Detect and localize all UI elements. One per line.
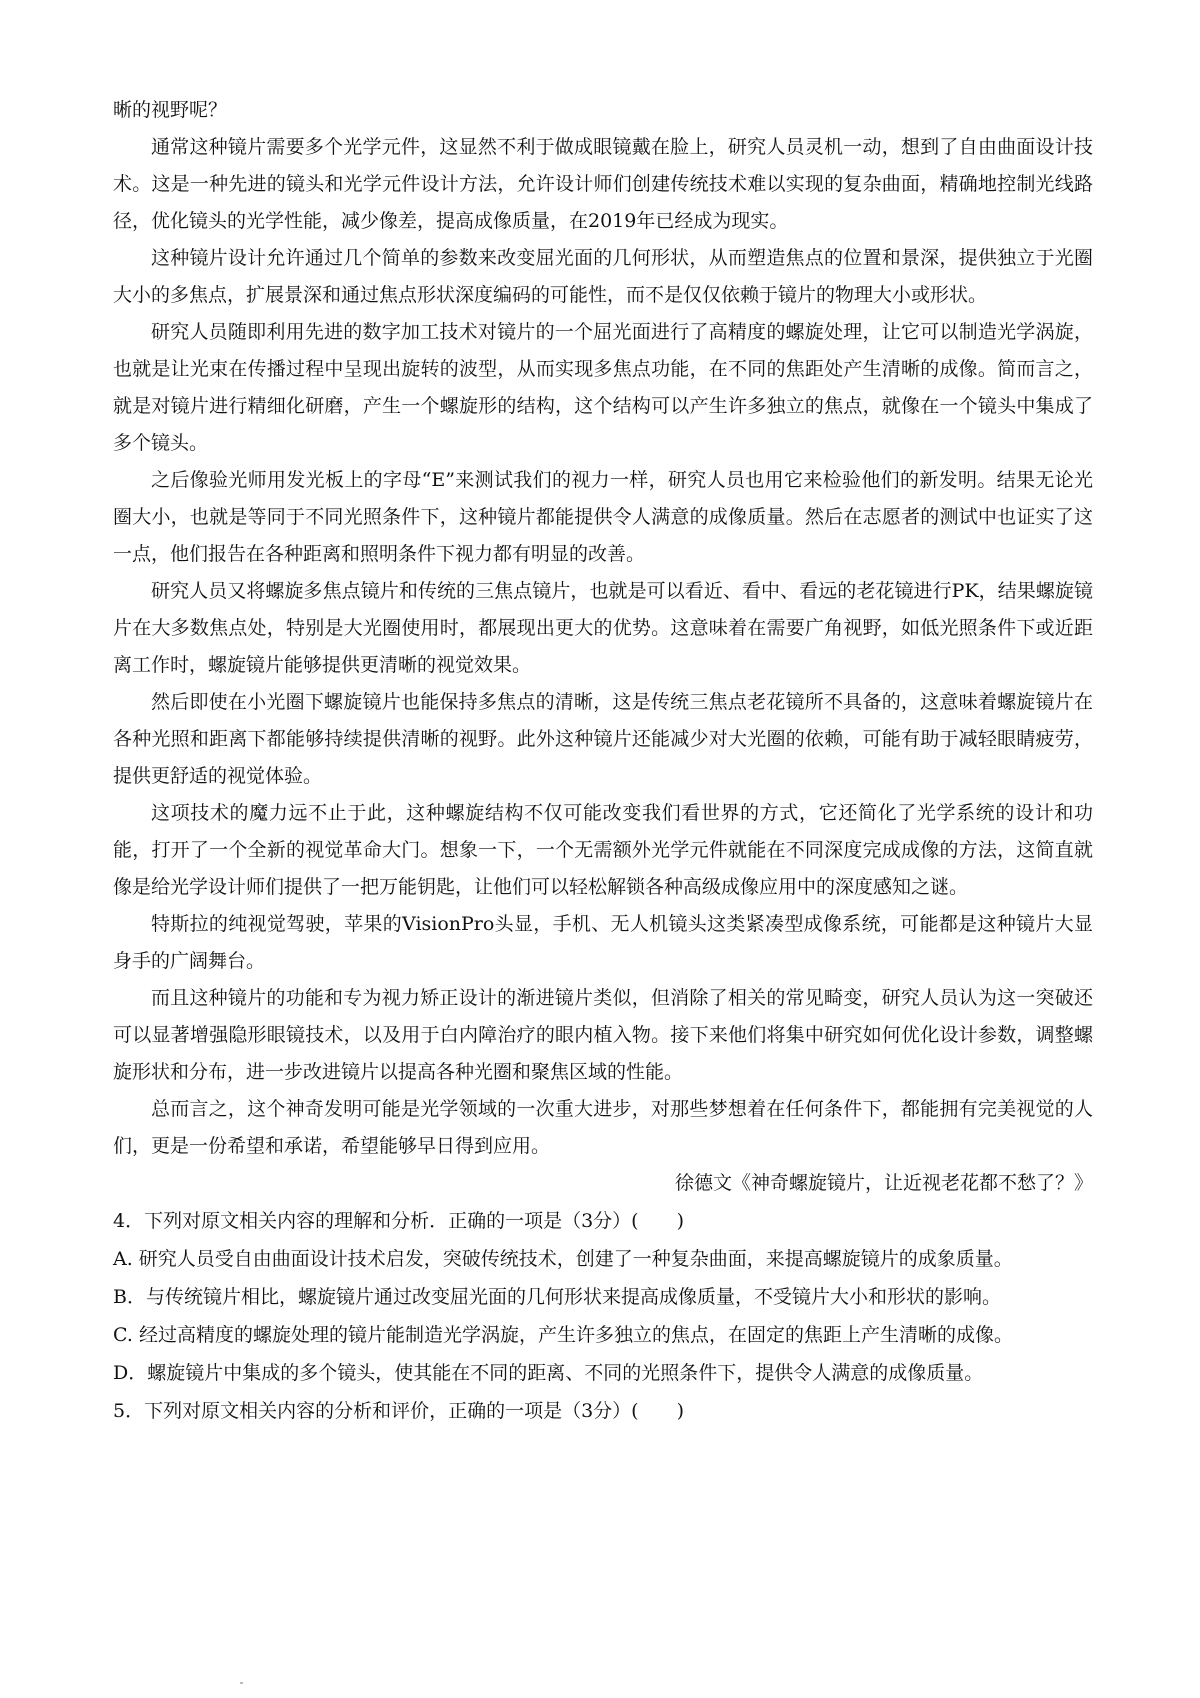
paragraph: 研究人员随即利用先进的数字加工技术对镜片的一个屈光面进行了高精度的螺旋处理，让它可以制造光学涡旋，也就是让光束在传播过程中呈现出旋转的波型，从而实现多焦点功能，在不同的焦距处产生清晰的成像。简而言之，就是对镜片进行精细化研磨，产生一个螺旋形的结构，这个结构可以产生许多独立的焦点，就像在一个镜头中集成了多个镜头。: [113, 321, 1093, 454]
paragraph: 通常这种镜片需要多个光学元件，这显然不利于做成眼镜戴在脸上，研究人员灵机一动，想到了自由曲面设计技术。这是一种先进的镜头和光学元件设计方法，允许设计师们创建传统技术难以实现的复杂曲面，精确地控制光线路径，优化镜头的光学性能，减少像差，提高成像质量，在2019年已经成为现实。: [113, 136, 1093, 232]
option-a: A. 研究人员受自由曲面设计技术启发，突破传统技术，创建了一种复杂曲面，来提高螺旋镜片的成象质量。: [113, 1248, 1013, 1270]
exam-page: [113, 92, 1093, 1430]
option-c: C. 经过高精度的螺旋处理的镜片能制造光学涡旋，产生许多独立的焦点，在固定的焦距上产生清晰的成像。: [113, 1324, 1013, 1346]
paragraph: 研究人员又将螺旋多焦点镜片和传统的三焦点镜片，也就是可以看近、看中、看远的老花镜进行PK，结果螺旋镜片在大多数焦点处，特别是大光圈使用时，都展现出更大的优势。这意味着在需要广角视野，如低光照条件下或近距离工作时，螺旋镜片能够提供更清晰的视觉效果。: [113, 580, 1093, 676]
article-source: 徐德文《神奇螺旋镜片，让近视老花都不愁了？》: [674, 1172, 1093, 1194]
paragraph: 这项技术的魔力远不止于此，这种螺旋结构不仅可能改变我们看世界的方式，它还简化了光学系统的设计和功能，打开了一个全新的视觉革命大门。想象一下，一个无需额外光学元件就能在不同深度完成成像的方法，这简直就像是给光学设计师们提供了一把万能钥匙，让他们可以轻松解锁各种高级成像应用中的深度感知之谜。: [113, 802, 1093, 898]
article-body: [113, 92, 1093, 1202]
paragraph: 然后即使在小光圈下螺旋镜片也能保持多焦点的清晰，这是传统三焦点老花镜所不具备的，这意味着螺旋镜片在各种光照和距离下都能够持续提供清晰的视野。此外这种镜片还能减少对大光圈的依赖，可能有助于减轻眼睛疲劳，提供更舒适的视觉体验。: [113, 691, 1093, 787]
option-b: B．与传统镜片相比，螺旋镜片通过改变屈光面的几何形状来提高成像质量，不受镜片大小和形状的影响。: [113, 1286, 1001, 1308]
question-4: [113, 1202, 1093, 1392]
paragraph: 总而言之，这个神奇发明可能是光学领域的一次重大进步，对那些梦想着在任何条件下，都能拥有完美视觉的人们，更是一份希望和承诺，希望能够早日得到应用。: [113, 1098, 1093, 1157]
paragraph: 这种镜片设计允许通过几个简单的参数来改变屈光面的几何形状，从而塑造焦点的位置和景深，提供独立于光圈大小的多焦点，扩展景深和通过焦点形状深度编码的可能性，而不是仅仅依赖于镜片的物理大小或形状。: [113, 247, 1093, 306]
question-5: [113, 1392, 1093, 1430]
question-stem: 5．下列对原文相关内容的分析和评价，正确的一项是（3分）( ): [113, 1400, 685, 1422]
paragraph: 而且这种镜片的功能和专为视力矫正设计的渐进镜片类似，但消除了相关的常见畸变，研究人员认为这一突破还可以显著增强隐形眼镜技术，以及用于白内障治疗的眼内植入物。接下来他们将集中研究如何优化设计参数，调整螺旋形状和分布，进一步改进镜片以提高各种光圈和聚焦区域的性能。: [113, 987, 1093, 1083]
paragraph-continuation: 晰的视野呢？: [113, 99, 228, 121]
question-stem: 4．下列对原文相关内容的理解和分析．正确的一项是（3分）( ): [113, 1210, 685, 1232]
paragraph: 特斯拉的纯视觉驾驶，苹果的VisionPro头显，手机、无人机镜头这类紧凑型成像系统，可能都是这种镜片大显身手的广阔舞台。: [113, 913, 1093, 972]
paragraph: 之后像验光师用发光板上的字母“E”来测试我们的视力一样，研究人员也用它来检验他们的新发明。结果无论光圈大小，也就是等同于不同光照条件下，这种镜片都能提供令人满意的成像质量。然后在志愿者的测试中也证实了这一点，他们报告在各种距离和照明条件下视力都有明显的改善。: [113, 469, 1093, 565]
footer-mark: [240, 1682, 243, 1684]
option-d: D．螺旋镜片中集成的多个镜头，使其能在不同的距离、不同的光照条件下，提供令人满意的成像质量。: [113, 1362, 984, 1384]
